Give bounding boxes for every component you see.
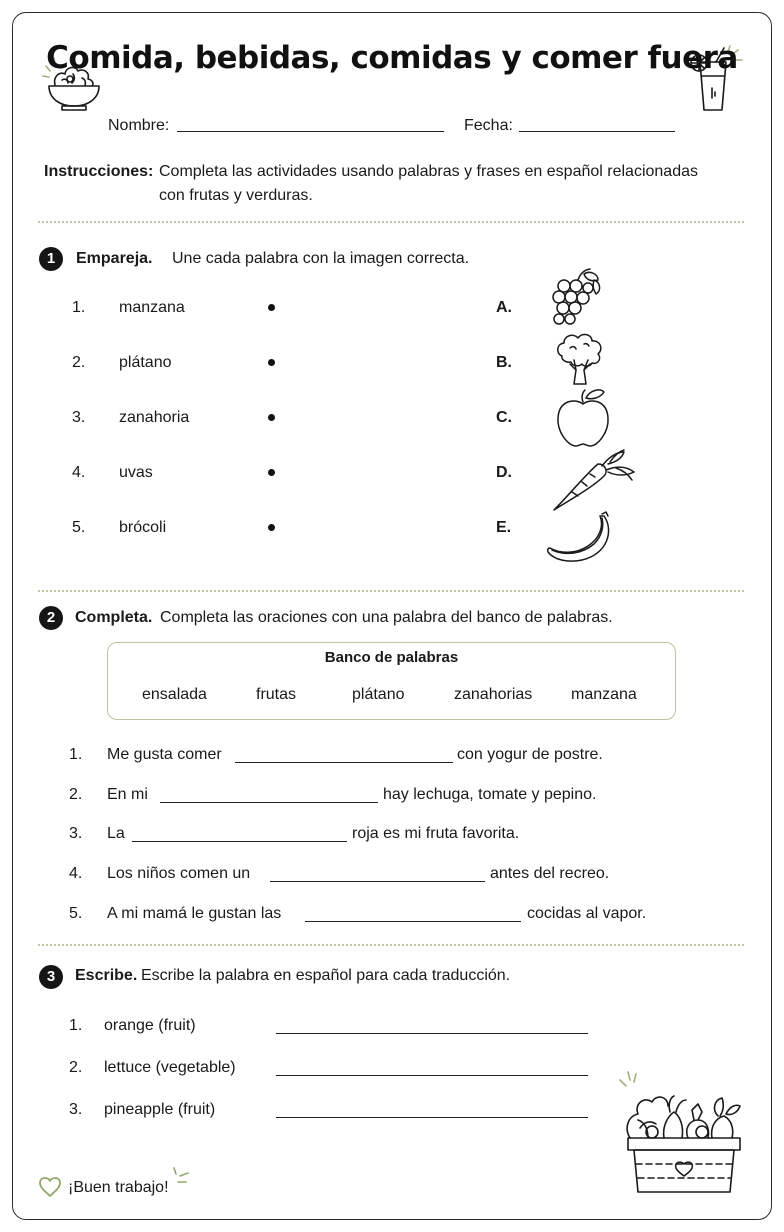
sentence-blank[interactable] (132, 841, 347, 842)
match-item-letter: B. (496, 354, 512, 371)
section-2-instructions: Completa las oraciones con una palabra del banco de palabras. (160, 609, 613, 626)
sentence-end: hay lechuga, tomate y pepino. (383, 786, 597, 803)
sentence-number: 2. (69, 786, 83, 803)
translation-answer-line[interactable] (276, 1117, 588, 1118)
name-field[interactable] (177, 131, 444, 132)
word-bank-title: Banco de palabras (324, 649, 459, 666)
sentence-end: roja es mi fruta favorita. (352, 825, 520, 842)
translation-word: orange (fruit) (104, 1017, 196, 1034)
word-bank-word: plátano (352, 686, 405, 703)
sentence-end: antes del recreo. (490, 865, 610, 882)
match-dot[interactable] (268, 304, 275, 311)
match-dot[interactable] (268, 359, 275, 366)
match-item-number: 2. (72, 354, 86, 371)
section-divider (38, 221, 744, 223)
match-item-word: uvas (119, 464, 153, 481)
sentence-start: Me gusta comer (107, 746, 222, 763)
section-3-heading: Escribe. (75, 967, 138, 984)
sentence-blank[interactable] (270, 881, 485, 882)
match-dot[interactable] (268, 414, 275, 421)
sentence-blank[interactable] (235, 762, 453, 763)
match-item-letter: E. (496, 519, 512, 536)
sentence-number: 4. (69, 865, 83, 882)
section-1-number-badge: 1 (39, 247, 63, 271)
translation-number: 1. (69, 1017, 83, 1034)
section-2-heading: Completa. (75, 609, 153, 626)
section-divider (38, 944, 744, 946)
apple-icon (554, 386, 614, 450)
section-2-number-badge: 2 (39, 606, 63, 630)
section-1-instructions: Une cada palabra con la imagen correcta. (172, 250, 470, 267)
match-item-number: 4. (72, 464, 86, 481)
banana-icon (544, 508, 616, 566)
sentence-number: 3. (69, 825, 83, 842)
translation-answer-line[interactable] (276, 1033, 588, 1034)
match-dot[interactable] (268, 469, 275, 476)
match-item-letter: D. (496, 464, 512, 481)
word-bank-word: manzana (571, 686, 637, 703)
vegetable-crate-icon (614, 1068, 746, 1196)
instructions-text-line-1: Completa las actividades usando palabras y frases en español relacionadas (159, 163, 698, 180)
sentence-start: En mi (107, 786, 148, 803)
word-bank-word: ensalada (142, 686, 207, 703)
instructions-text-line-2: con frutas y verduras. (159, 187, 313, 204)
name-label: Nombre: (108, 117, 170, 134)
translation-number: 2. (69, 1059, 83, 1076)
date-label: Fecha: (464, 117, 513, 134)
grapes-icon (548, 266, 608, 328)
sentence-start: Los niños comen un (107, 865, 251, 882)
carrot-icon (550, 448, 642, 514)
heart-icon (38, 1176, 62, 1198)
sentence-number: 5. (69, 905, 83, 922)
word-bank-word: frutas (256, 686, 297, 703)
sentence-number: 1. (69, 746, 83, 763)
section-divider (38, 590, 744, 592)
section-1-heading: Empareja. (76, 250, 153, 267)
match-item-letter: A. (496, 299, 512, 316)
match-item-word: manzana (119, 299, 185, 316)
match-item-word: plátano (119, 354, 172, 371)
translation-word: pineapple (fruit) (104, 1101, 216, 1118)
translation-number: 3. (69, 1101, 83, 1118)
translation-word: lettuce (vegetable) (104, 1059, 236, 1076)
worksheet-title: Comida, bebidas, comidas y comer fuera (46, 40, 738, 76)
match-item-number: 1. (72, 299, 86, 316)
match-item-word: zanahoria (119, 409, 190, 426)
sentence-start: La (107, 825, 125, 842)
sentence-start: A mi mamá le gustan las (107, 905, 282, 922)
instructions-label: Instrucciones: (44, 163, 154, 180)
translation-answer-line[interactable] (276, 1075, 588, 1076)
word-bank-word: zanahorias (454, 686, 533, 703)
date-field[interactable] (519, 131, 675, 132)
match-item-number: 5. (72, 519, 86, 536)
sentence-end: con yogur de postre. (457, 746, 603, 763)
match-item-number: 3. (72, 409, 86, 426)
match-dot[interactable] (268, 524, 275, 531)
sentence-blank[interactable] (305, 921, 521, 922)
sparkle-icon (170, 1166, 192, 1188)
section-3-instructions: Escribe la palabra en español para cada traducción. (141, 967, 511, 984)
match-item-word: brócoli (119, 519, 167, 536)
broccoli-icon (552, 330, 610, 388)
sentence-blank[interactable] (160, 802, 378, 803)
match-item-letter: C. (496, 409, 512, 426)
footer-message: ¡Buen trabajo! (68, 1179, 169, 1196)
sentence-end: cocidas al vapor. (527, 905, 647, 922)
section-3-number-badge: 3 (39, 965, 63, 989)
